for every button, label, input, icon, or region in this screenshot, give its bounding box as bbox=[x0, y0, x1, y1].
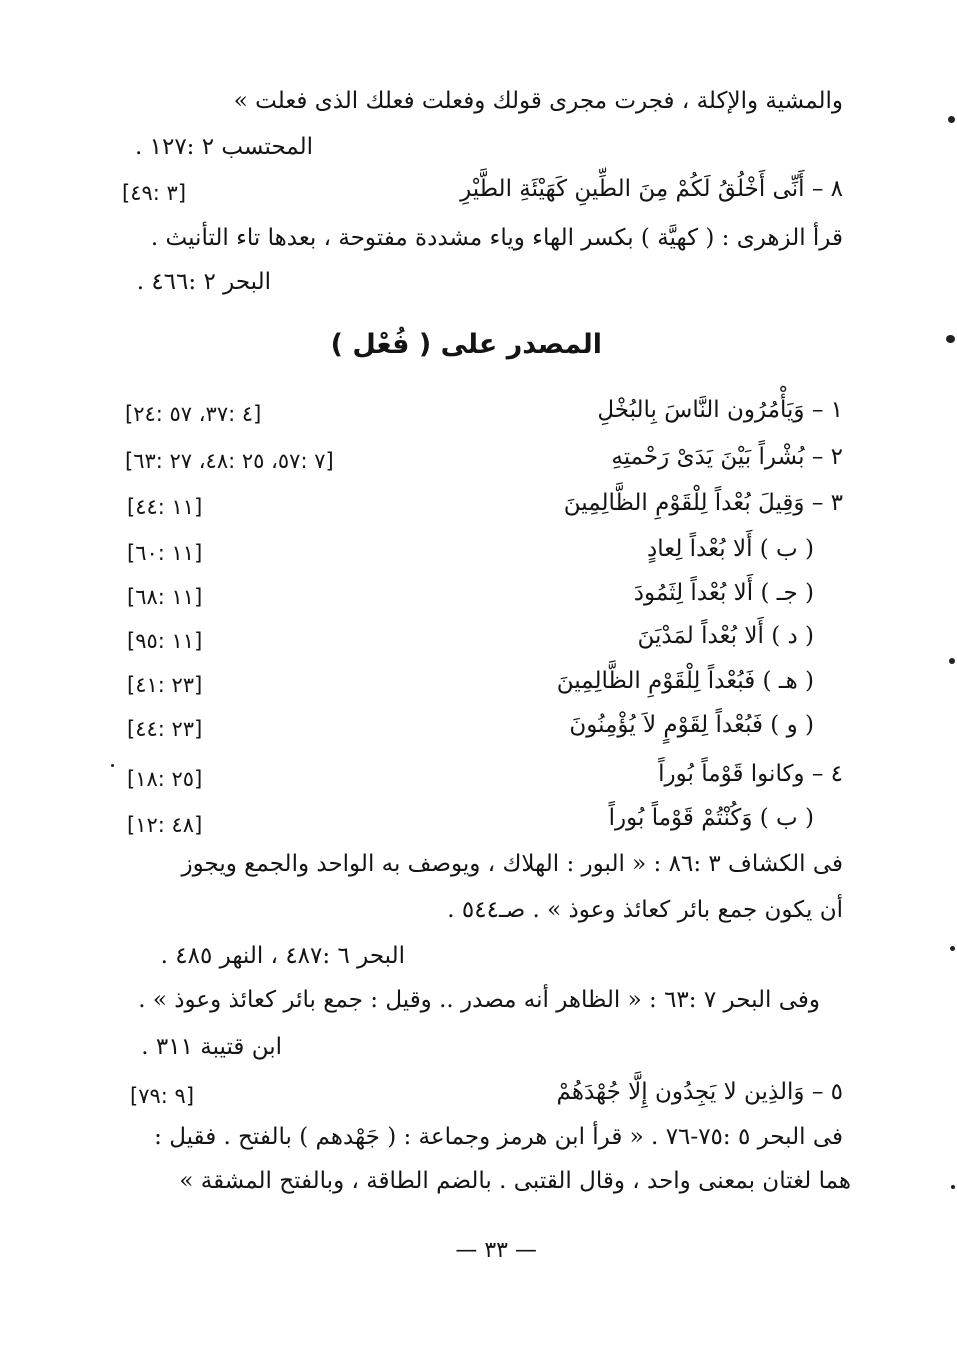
text-line: أن يكون جمع بائر كعائذ وعوذ » . صـ٥٤٤ . bbox=[447, 897, 843, 923]
margin-mark bbox=[948, 116, 955, 123]
verse-line: ٢ – بُشْراً بَيْنَ يَدَىْ رَحْمتِهِ bbox=[611, 444, 843, 470]
verse-reference: [١١ :٦٠] bbox=[127, 541, 203, 565]
verse-line: ( ب ) وَكُنْتُمْ قَوْماً بُوراً bbox=[608, 805, 814, 831]
verse-reference: [٣ :٤٩] bbox=[122, 181, 187, 205]
verse-reference: [١١ :٩٥] bbox=[127, 629, 203, 653]
verse-reference: [٤٨ :١٢] bbox=[127, 813, 203, 837]
text-line: المحتسب ٢ :١٢٧ . bbox=[134, 134, 313, 160]
verse-line: ٨ – أَنِّى أَخْلُقُ لَكُمْ مِنَ الطِّينِ كَهَيْئَةِ الطَّيْرِ bbox=[460, 176, 843, 202]
verse-reference: [١١ :٤٤] bbox=[127, 495, 203, 519]
text-line: فى الكشاف ٣ :٨٦ : « البور : الهلاك ، ويوصف به الواحد والجمع ويجوز bbox=[181, 851, 843, 877]
text-line: وفى البحر ٧ :٦٣ : « الظاهر أنه مصدر .. وقيل : جمع بائر كعائذ وعوذ » . bbox=[138, 987, 820, 1013]
verse-line: ( د ) أَلا بُعْداً لمَدْيَنَ bbox=[637, 623, 814, 649]
verse-line: ٣ – وَقِيلَ بُعْداً لِلْقَوْمِ الظَّالِمِينَ bbox=[563, 490, 843, 516]
page-number: — ٣٣ — bbox=[455, 1238, 537, 1263]
verse-reference: [٧ :٥٧، ٢٥ :٤٨، ٢٧ :٦٣] bbox=[125, 449, 334, 473]
margin-mark bbox=[949, 658, 955, 664]
verse-reference: [٢٣ :٤٤] bbox=[127, 717, 203, 741]
verse-line: ( و ) فَبُعْداً لِقَوْمٍ لاَ يُؤْمِنُونَ bbox=[569, 712, 814, 738]
verse-reference: [٤ :٣٧، ٥٧ :٢٤] bbox=[125, 402, 262, 426]
verse-line: ( جـ ) أَلا بُعْداً لِثَمُودَ bbox=[633, 580, 814, 606]
verse-line: ( ب ) أَلا بُعْداً لِعادٍ bbox=[647, 536, 814, 562]
margin-mark bbox=[946, 335, 955, 343]
margin-mark bbox=[951, 1185, 955, 1189]
verse-reference: [٢٣ :٤١] bbox=[127, 673, 203, 697]
verse-reference: [١١ :٦٨] bbox=[127, 585, 203, 609]
text-line: والمشية والإكلة ، فجرت مجرى قولك وفعلت فعلك الذى فعلت » bbox=[233, 88, 843, 114]
margin-mark bbox=[111, 764, 114, 767]
verse-line: ١ – وَيَأْمُرُون النَّاسَ بِالبُخْلِ bbox=[597, 397, 843, 423]
text-line: هما لغتان بمعنى واحد ، وقال القتبى . بالضم الطاقة ، وبالفتح المشقة » bbox=[179, 1168, 851, 1194]
verse-reference: [٩ :٧٩] bbox=[130, 1084, 195, 1108]
verse-line: ( هـ ) فَبُعْداً لِلْقَوْمِ الظَّالِمِينَ bbox=[556, 668, 814, 694]
section-heading: المصدر على ( فُعْل ) bbox=[330, 329, 602, 360]
verse-line: ٤ – وكانوا قَوْماً بُوراً bbox=[658, 761, 843, 787]
text-line: البحر ٢ :٤٦٦ . bbox=[136, 269, 271, 295]
margin-mark bbox=[950, 946, 955, 951]
text-line: ابن قتيبة ٣١١ . bbox=[141, 1034, 282, 1060]
text-line: قرأ الزهرى : ( كهيَّة ) بكسر الهاء وياء مشددة مفتوحة ، بعدها تاء التأنيث . bbox=[150, 225, 843, 251]
text-line: البحر ٦ :٤٨٧ ، النهر ٤٨٥ . bbox=[160, 943, 405, 969]
verse-reference: [٢٥ :١٨] bbox=[127, 767, 203, 791]
verse-line: ٥ – وَالذِين لا يَجِدُون إِلَّا جُهْدَهُمْ bbox=[556, 1079, 843, 1105]
text-line: فى البحر ٥ :٧٥-٧٦ . « قرأ ابن هرمز وجماعة : ( جَهْدهم ) بالفتح . فقيل : bbox=[154, 1124, 843, 1150]
